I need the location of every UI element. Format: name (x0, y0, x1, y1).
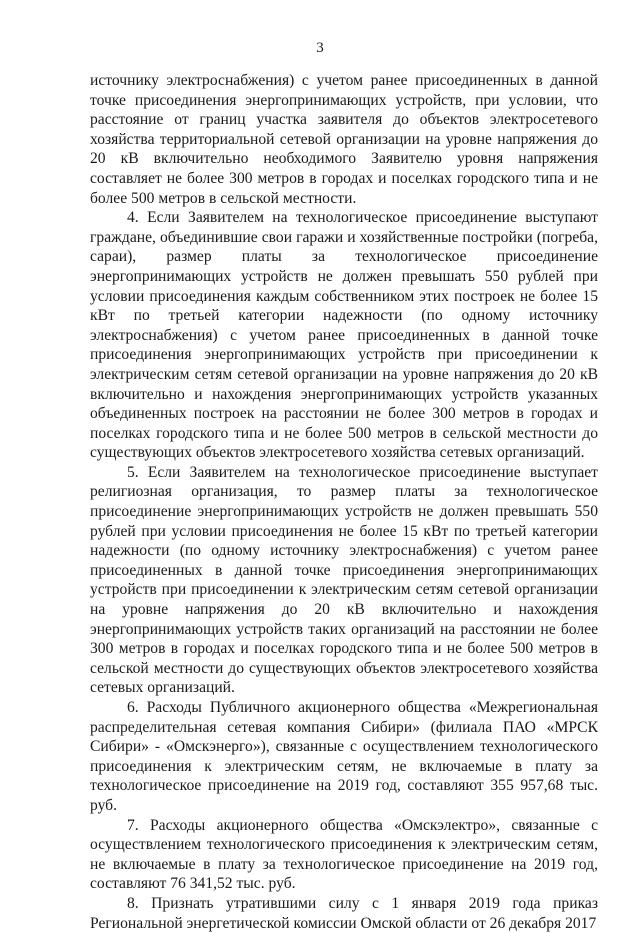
paragraph-item-7: 7. Расходы акционерного общества «Омскэлектро», связанные с осуществлением технологического присоединения к электрическим сетям, не включаемые в плату за технологическое присоединение на 2019 год, составляют 76 341,52 тыс. руб. (90, 816, 598, 893)
paragraph-item-8: 8. Признать утратившими силу с 1 января 2019 года приказ Региональной энергетической комиссии Омской области от 26 декабря 2017 (90, 894, 598, 932)
paragraph-item-6: 6. Расходы Публичного акционерного общества «Межрегиональная распределительная сетевая компания Сибири» (филиала ПАО «МРСК Сибири» - «Омскэнерго»), связанные с осуществлением технологического присоединения к электрическим сетям, не включаемые в плату за технологическое присоединение на 2019 год, составляют 355 957,68 тыс. руб. (90, 699, 598, 814)
paragraph-item-5: 5. Если Заявителем на технологическое присоединение выступает религиозная организация, то размер платы за технологическое присоединение энергопринимающих устройств не должен превышать 550 рублей при условии присоединения не более 15 кВт по третьей категории надежности (по одному источнику электроснабжения) с учетом ранее присоединенных в данной точке присоединения энергопринимающих устройств при присоединении к электрическим сетям сетевой организации на уровне напряжения до 20 кВ включительно и нахождения энергопринимающих устройств таких организаций на расстоянии не более 300 метров в городах и поселках городского типа и не более 500 метров в сельской местности до существующих объектов электросетевого хозяйства сетевых организаций. (90, 463, 598, 697)
paragraph-item-4: 4. Если Заявителем на технологическое присоединение выступают граждане, объединившие свои гаражи и хозяйственные постройки (погреба, сараи), размер платы за технологическое присоединение энергопринимающих устройств не должен превышать 550 рублей при условии присоединения каждым собственником этих построек не более 15 кВт по третьей категории надежности (по одному источнику электроснабжения) с учетом ранее присоединенных в данной точке присоединения энергопринимающих устройств при присоединении к электрическим сетям сетевой организации на уровне напряжения до 20 кВ включительно и нахождения энергопринимающих устройств указанных объединенных построек на расстоянии не более 300 метров в городах и поселках городского типа и не более 500 метров в сельской местности до существующих объектов электросетевого хозяйства сетевых организаций. (90, 209, 598, 462)
page-number: 3 (316, 40, 324, 56)
paragraph-continuation: источнику электроснабжения) с учетом ранее присоединенных в данной точке присоединения энергопринимающих устройств, при условии, что расстояние от границ участка заявителя до объектов электросетевого хозяйства территориальной сетевой организации на уровне напряжения до 20 кВ включительно необходимого Заявителю уровня напряжения составляет не более 300 метров в городах и поселках городского типа и не более 500 метров в сельской местности. (90, 72, 598, 207)
document-body (90, 71, 598, 933)
